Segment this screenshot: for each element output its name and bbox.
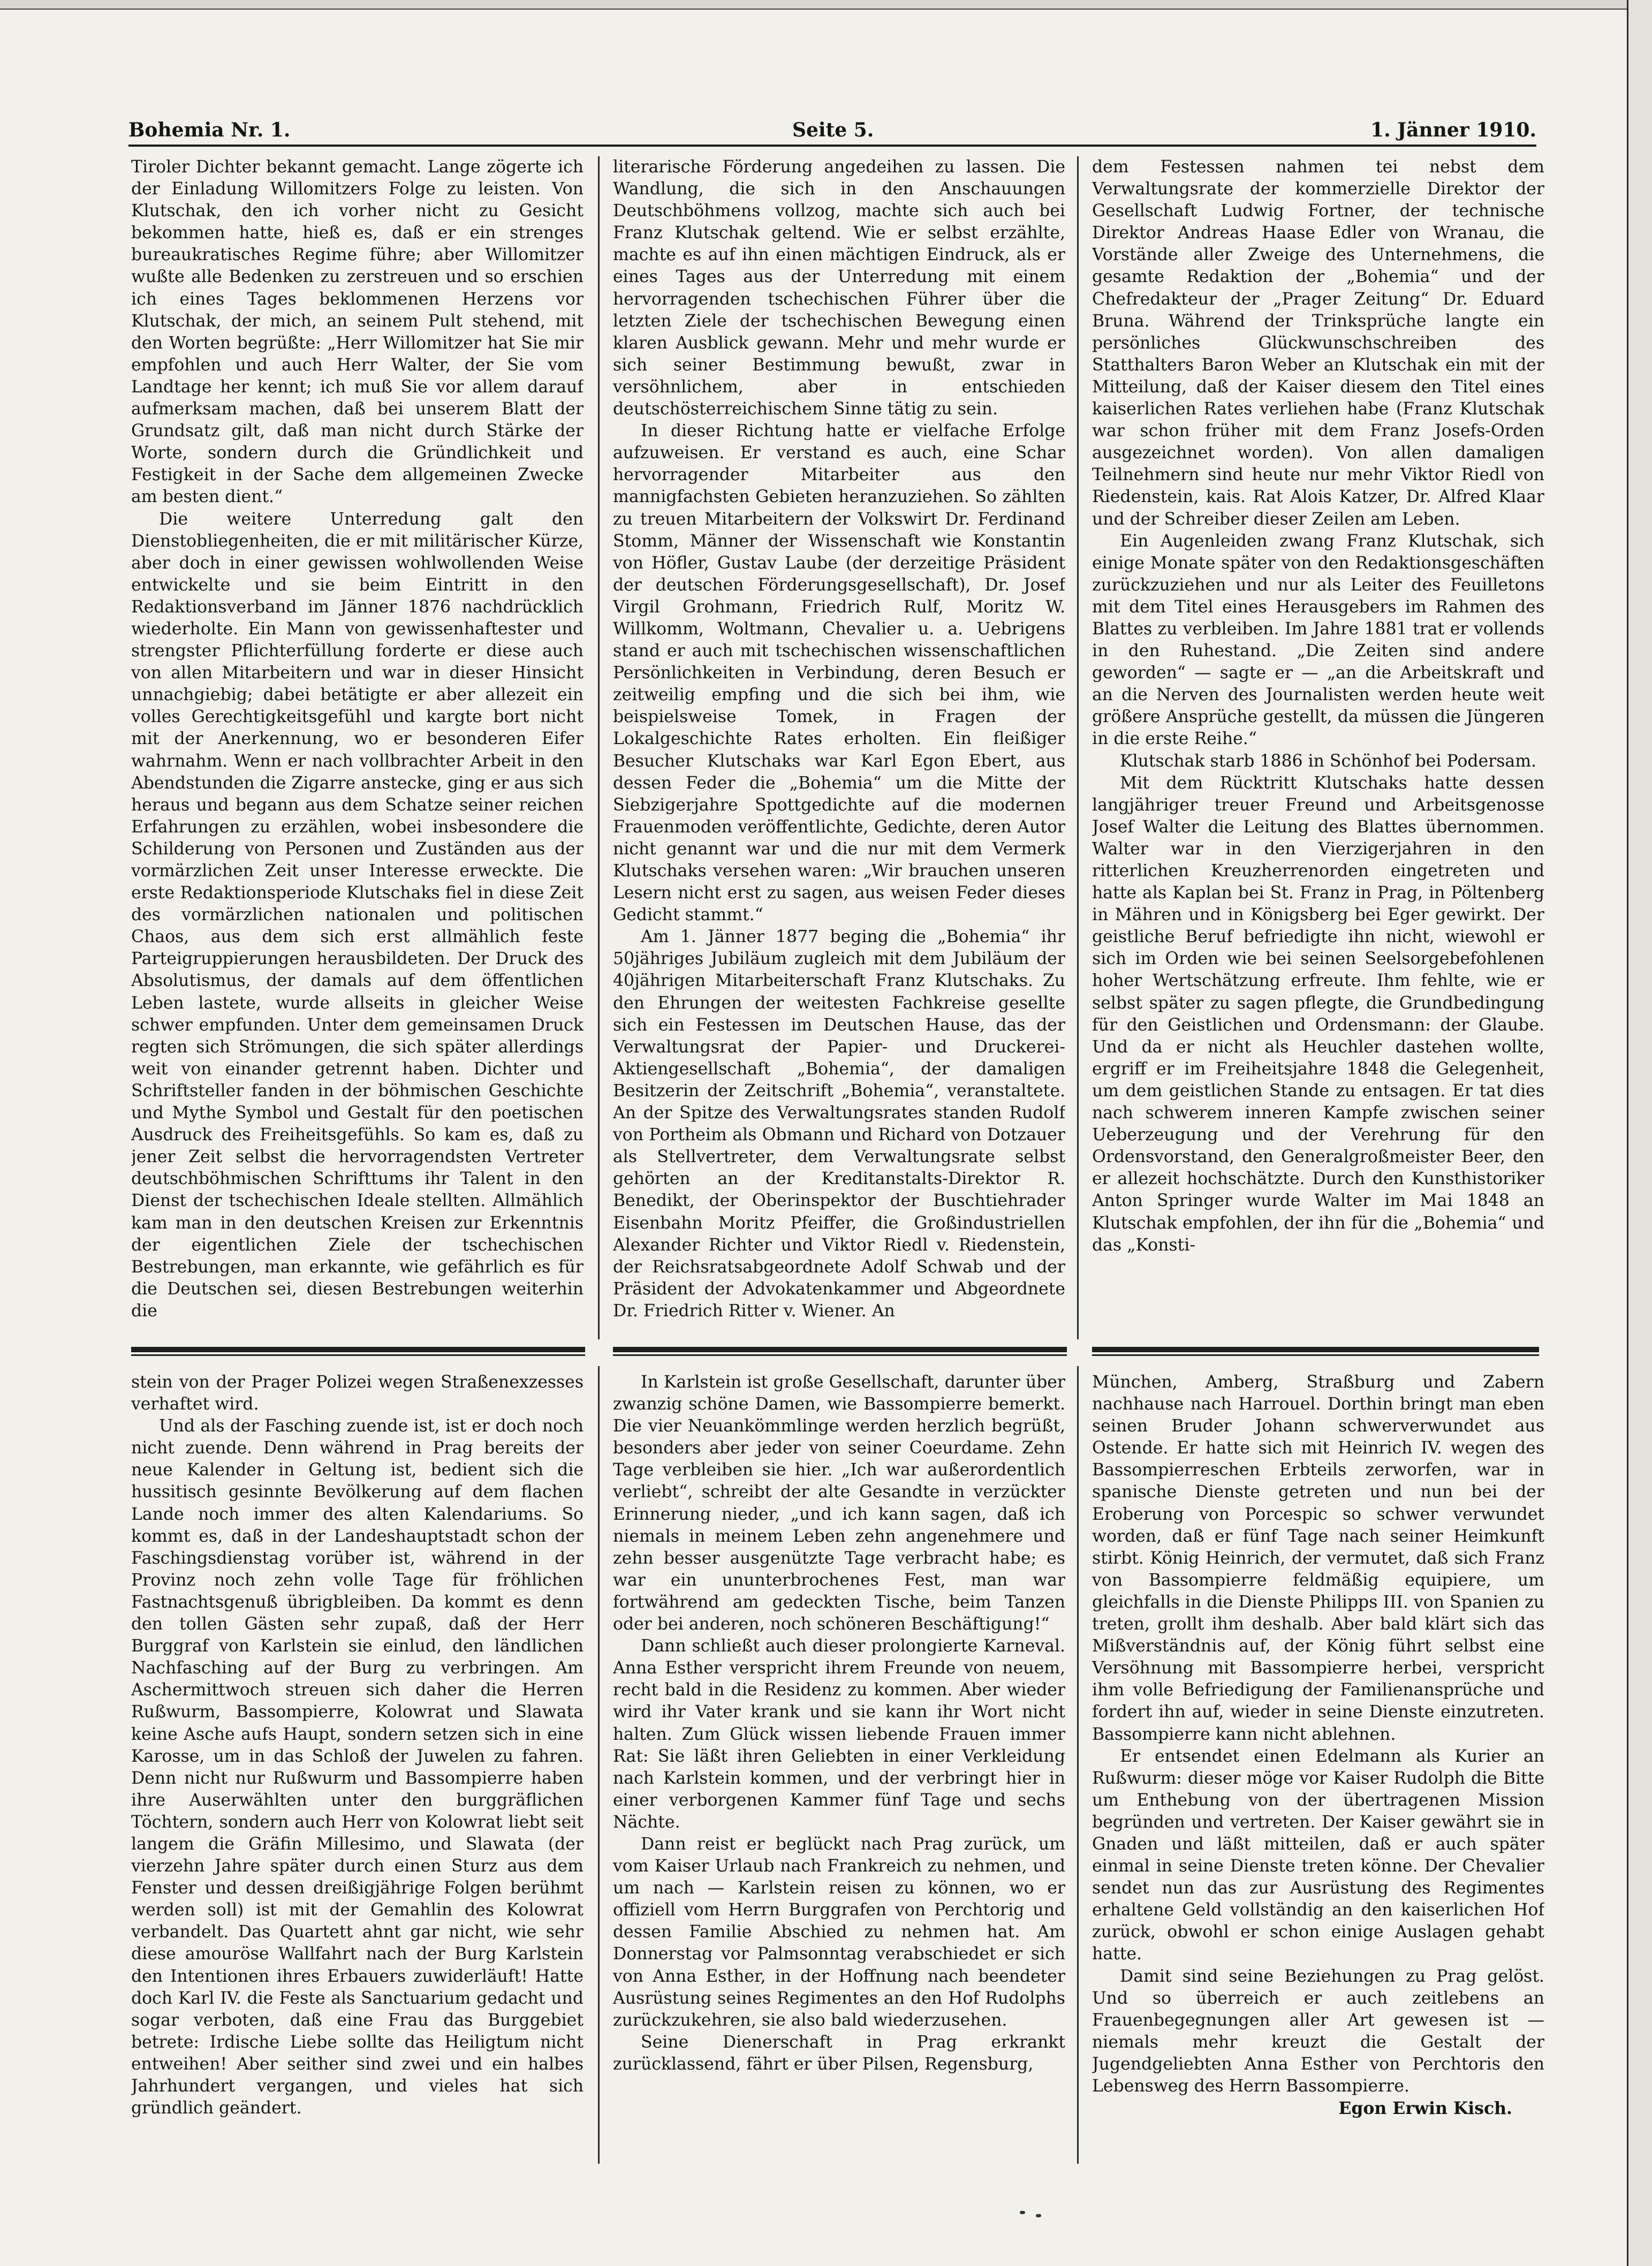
page-top-edge xyxy=(0,0,1652,10)
column-6 xyxy=(1092,1371,1544,2164)
paragraph: Er entsendet einen Edelmann als Kurier an Rußwurm: dieser möge vor Kaiser Rudolph die Bitte um Enthebung von der übertragenen Mission begründen und vertreten. Der Kaiser gewährt sie in Gnaden und läßt mitteilen, daß er auch später einmal in seine Dienste treten könne. Der Chevalier sendet nun das zur Ausrüstung des Regimentes erhaltene Geld vollständig an den kaiserlichen Hof zurück, obwohl er schon einige Auslagen gehabt hatte. xyxy=(1092,1746,1544,1964)
column-5 xyxy=(613,1371,1065,2164)
column-1 xyxy=(131,156,583,1338)
paragraph: In Karlstein ist große Gesellschaft, darunter über zwanzig schöne Damen, wie Bassompierre bemerkt. Die vier Neuankömmlinge werden herzlich begrüßt, besonders aber jeder von seiner Coeurdame. Zehn Tage verbleiben sie hier. „Ich war außerordentlich verliebt“, schreibt der alte Gesandte in verzückter Erinnerung nieder, „und ich kann sagen, daß ich niemals in meinem Leben zehn angenehmere und zehn besser ausgenützte Tage verbracht habe; es war ein ununterbrochenes Fest, man war fortwährend am gedeckten Tische, beim Tanzen oder bei anderen, noch schöneren Beschäftigung!“ xyxy=(613,1373,1065,1634)
paragraph: dem Festessen nahmen tei nebst dem Verwaltungsrate der kommerzielle Direktor der Gesellschaft Ludwig Fortner, der technische Direktor Andreas Haase Edler von Wranau, die Vorstände aller Zweige des Unternehmens, die gesamte Redaktion der „Bohemia“ und der Chefredakteur der „Prager Zeitung“ Dr. Eduard Bruna. Während der Trinksprüche langte ein persönliches Glückwunschschreiben des Statthalters Baron Weber an Klutschak ein mit der Mitteilung, daß der Kaiser diesem den Titel eines kaiserlichen Rates verliehen habe (Franz Klutschak war schon früher mit dem Franz Josefs-Orden ausgezeichnet worden). Von allen damaligen Teilnehmern sind heute nur mehr Viktor Riedl von Riedenstein, kais. Rat Alois Katzer, Dr. Alfred Klaar und der Schreiber dieser Zeilen am Leben. xyxy=(1092,157,1544,529)
feuilleton-rule-thin xyxy=(1092,1354,1539,1356)
paragraph: Dann schließt auch dieser prolongierte Karneval. Anna Esther verspricht ihrem Freunde von neuem, recht bald in die Residenz zu kommen. Aber wieder wird ihr Vater krank und sie kann ihr Wort nicht halten. Zum Glück wissen liebende Frauen immer Rat: Sie läßt ihren Geliebten in einer Verkleidung nach Karlstein kommen, und der verbringt hier in einer verborgenen Kammer fünf Tage und sechs Nächte. xyxy=(613,1636,1065,1832)
paragraph: Klutschak starb 1886 in Schönhof bei Podersam. xyxy=(1120,751,1537,771)
feuilleton-rule xyxy=(1092,1347,1539,1352)
column-4 xyxy=(131,1371,583,2164)
feuilleton-rule-thin xyxy=(613,1354,1067,1356)
column-3 xyxy=(1092,156,1544,1338)
column-divider xyxy=(1077,1366,1079,2164)
feuilleton-rule-thin xyxy=(131,1354,585,1356)
header-page-number: Seite 5. xyxy=(792,119,874,141)
paragraph: stein von der Prager Polizei wegen Straßenexzesses verhaftet wird. xyxy=(131,1373,583,1414)
author-signature: Egon Erwin Kisch. xyxy=(1338,2098,1512,2119)
paragraph: Damit sind seine Beziehungen zu Prag gelöst. Und so überreich er auch zeitlebens an Frauenbegegnungen aller Art gewesen ist — niemals mehr kreuzt die Gestalt der Jugendgeliebten Anna Esther von Perchtoris den Lebensweg des Herrn Bassompierre. xyxy=(1092,1966,1544,2096)
column-divider xyxy=(598,156,600,1339)
paragraph: Die weitere Unterredung galt den Dienstobliegenheiten, die er mit militärischer Kürze, aber doch in einer gewissen wohlwollenden Weise entwickelte und sie beim Eintritt in den Redaktionsverband im Jänner 1876 nachdrücklich wiederholte. Ein Mann von gewissenhaftester und strengster Pflichterfüllung forderte er diese auch von allen Mitarbeitern und war in dieser Hinsicht unnachgiebig; dabei betätigte er aber allezeit ein volles Gerechtigkeitsgefühl und kargte bort nicht mit der Anerkennung, wo er besonderen Eifer wahrnahm. Wenn er nach vollbrachter Arbeit in den Abendstunden die Zigarre anstecke, ging er aus sich heraus und begann aus dem Schatze seiner reichen Erfahrungen zu erzählen, wobei insbesondere die Schilderung von Personen und Zuständen aus der vormärzlichen Zeit unser Interesse erweckte. Die erste Redaktionsperiode Klutschaks fiel in diese Zeit des vormärzlichen nationalen und politischen Chaos, aus dem sich erst allmählich feste Parteigruppierungen herausbildeten. Der Druck des Absolutismus, der damals auf dem öffentlichen Leben lastete, wurde allseits in gleicher Weise schwer empfunden. Unter dem gemeinsamen Druck regten sich Strömungen, die sich später allerdings weit von einander getrennt haben. Dichter und Schriftsteller fanden in der böhmischen Geschichte und Mythe Symbol und Gestalt für den poetischen Ausdruck des Freiheitsgefühls. So kam es, daß zu jener Zeit selbst die hervorragendsten Vertreter deutschböhmischen Schrifttums ihr Talent in den Dienst der tschechischen Ideale stellten. Allmählich kam man in den deutschen Kreisen zur Erkenntnis der eigentlichen Ziele der tschechischen Bestrebungen, man erkannte, wie gefährlich es für die Deutschen sei, diesen Bestrebungen weiterhin die xyxy=(131,509,583,1321)
ink-speck xyxy=(1036,2214,1041,2217)
header-rule xyxy=(128,145,1536,147)
paragraph: Tiroler Dichter bekannt gemacht. Lange zögerte ich der Einladung Willomitzers Folge zu leisten. Von Klutschak, den ich vorher nicht zu Gesicht bekommen hatte, hieß es, daß er ein strenges bureaukratisches Regime führe; aber Willomitzer wußte alle Bedenken zu zerstreuen und so erschien ich eines Tages beklommenen Herzens vor Klutschak, der mich, an seinem Pult stehend, mit den Worten begrüßte: „Herr Willomitzer hat Sie mir empfohlen und auch Herr Walter, der Sie vom Landtage her kennt; ich muß Sie vor allem darauf aufmerksam machen, daß bei unserem Blatt der Grundsatz gilt, daß man nicht durch Stärke der Worte, sondern durch die Gründlichkeit und Festigkeit in der Sache dem allgemeinen Zwecke am besten dient.“ xyxy=(131,157,583,507)
paragraph: Und als der Fasching zuende ist, ist er doch noch nicht zuende. Denn während in Prag bereits der neue Kalender in Geltung ist, bedient sich die hussitisch gesinnte Bevölkerung auf dem flachen Lande noch immer des alten Kalendariums. So kommt es, daß in der Landeshauptstadt schon der Faschingsdienstag vorüber ist, während in der Provinz noch zehn volle Tage für fröhlichen Fastnachtsgenuß übrigbleiben. Da kommt es denn den tollen Gästen sehr zupaß, daß der Herr Burggraf von Karlstein sie einlud, den ländlichen Nachfasching auf der Burg zu verbringen. Am Aschermittwoch streuen sich daher die Herren Rußwurm, Bassompierre, Kolowrat und Slawata keine Asche aufs Haupt, sondern setzen sich in eine Karosse, um in das Schloß der Juwelen zu fahren. Denn nicht nur Rußwurm und Bassompierre haben ihre Auserwählten unter den burggräflichen Töchtern, sondern auch Herr von Kolowrat liebt seit langem die Gräfin Millesimo, und Slawata (der vierzehn Jahre später durch einen Sturz aus dem Fenster und dessen dreißigjährige Folgen berühmt werden soll) ist mit der Gemahlin des Kolowrat verbandelt. Das Quartett ahnt gar nicht, wie sehr diese amouröse Wallfahrt nach der Burg Karlstein den Intentionen ihres Erbauers zuwiderläuft! Hatte doch Karl IV. die Feste als Sanctuarium gedacht und sogar verboten, daß eine Frau das Burggebiet betrete: Irdische Liebe sollte das Heiligtum nicht entweihen! Aber seither sind zwei und ein halbes Jahrhundert vergangen, und vieles hat sich gründlich geändert. xyxy=(131,1416,583,2118)
paragraph: Dann reist er beglückt nach Prag zurück, um vom Kaiser Urlaub nach Frankreich zu nehmen, und um nach — Karlstein reisen zu können, wo er offiziell vom Herrn Burggrafen von Perchtorig und dessen Familie Abschied zu nehmen hat. Am Donnerstag vor Palmsonntag verabschiedet er sich von Anna Esther, in der Hoffnung nach beendeter Ausrüstung seines Regimentes an den Hof Rudolphs zurückzukehren, sie also bald wiederzusehen. xyxy=(613,1834,1065,2030)
column-2 xyxy=(613,156,1065,1338)
feuilleton-rule xyxy=(131,1347,585,1352)
column-divider xyxy=(598,1366,600,2164)
paragraph: Ein Augenleiden zwang Franz Klutschak, sich einige Monate später von den Redaktionsgeschäften zurückzuziehen und nur als Leiter des Feuilletons mit dem Titel eines Herausgebers im Rahmen des Blattes zu verbleiben. Im Jahre 1881 trat er vollends in den Ruhestand. „Die Zeiten sind andere geworden“ — sagte er — „an die Arbeitskraft und an die Nerven des Journalisten werden heute weit größere Ansprüche gestellt, da müssen die Jüngeren in die erste Reihe.“ xyxy=(1092,531,1544,749)
paragraph: literarische Förderung angedeihen zu lassen. Die Wandlung, die sich in den Anschauungen Deutschböhmens vollzog, machte sich auch bei Franz Klutschak geltend. Wie er selbst erzählte, machte es auf ihn einen mächtigen Eindruck, als er eines Tages aus der Unterredung mit einem hervorragenden tschechischen Führer über die letzten Ziele der tschechischen Bewegung einen klaren Ausblick gewann. Mehr und mehr wurde er sich seiner Bestimmung bewußt, zwar in versöhnlichem, aber in entschieden deutschösterreichischem Sinne tätig zu sein. xyxy=(613,157,1065,419)
feuilleton-rule xyxy=(613,1347,1067,1352)
paragraph: München, Amberg, Straßburg und Zabern nachhause nach Harrouel. Dorthin bringt man eben seinen Bruder Johann schwerverwundet aus Ostende. Er hatte sich mit Heinrich IV. wegen des Bassompierreschen Erbteils zerworfen, war in spanische Dienste getreten und nun bei der Eroberung von Porcespic so schwer verwundet worden, daß er fünf Tage nach seiner Heimkunft stirbt. König Heinrich, der vermutet, daß sich Franz von Bassompierre feldmäßig equipiere, um gleichfalls in die Dienste Philipps III. von Spanien zu treten, grollt ihm deshalb. Aber bald klärt sich das Mißverständnis auf, der König führt selbst eine Versöhnung mit Bassompierre herbei, verspricht ihm volle Befriedigung der Familienansprüche und fordert ihn auf, wieder in seine Dienste einzutreten. Bassompierre kann nicht ablehnen. xyxy=(1092,1373,1544,1744)
ink-speck xyxy=(1020,2211,1025,2214)
paragraph: Seine Dienerschaft in Prag erkrankt zurücklassend, fährt er über Pilsen, Regensburg, xyxy=(613,2032,1065,2074)
paragraph: Am 1. Jänner 1877 beging die „Bohemia“ ihr 50jähriges Jubiläum zugleich mit dem Jubiläum der 40jährigen Mitarbeiterschaft Franz Klutschaks. Zu den Ehrungen der weitesten Fachkreise gesellte sich ein Festessen im Deutschen Hause, das der Verwaltungsrat der Papier- und Druckerei-Aktiengesellschaft „Bohemia“, der damaligen Besitzerin der Zeitschrift „Bohemia“, veranstaltete. An der Spitze des Verwaltungsrates standen Rudolf von Portheim als Obmann und Richard von Dotzauer als Stellvertreter, dem Verwaltungsrate selbst gehörten an der Kreditanstalts-Direktor R. Benedikt, der Oberinspektor der Buschtiehrader Eisenbahn Moritz Pfeiffer, die Großindustriellen Alexander Richter und Viktor Riedl v. Riedenstein, der Reichsratsabgeordnete Adolf Schwab und der Präsident der Advokatenkammer und Abgeordnete Dr. Friedrich Ritter v. Wiener. An xyxy=(613,927,1065,1321)
paragraph: In dieser Richtung hatte er vielfache Erfolge aufzuweisen. Er verstand es auch, eine Schar hervorragender Mitarbeiter aus den mannigfachsten Gebieten heranzuziehen. So zählten zu treuen Mitarbeitern der Volkswirt Dr. Ferdinand Stomm, Männer der Wissenschaft wie Konstantin von Höfler, Gustav Laube (der derzeitige Präsident der deutschen Förderungsgesellschaft), Dr. Josef Virgil Grohmann, Friedrich Rulf, Moritz W. Willkomm, Woltmann, Chevalier u. a. Uebrigens stand er auch mit tschechischen wissenschaftlichen Persönlichkeiten in Verbindung, deren Besuch er zeitweilig empfing und die sich bei ihm, wie beispielsweise Tomek, in Fragen der Lokalgeschichte Rates erholten. Ein fleißiger Besucher Klutschaks war Karl Egon Ebert, aus dessen Feder die „Bohemia“ um die Mitte der Siebzigerjahre Spottgedichte auf die modernen Frauenmoden veröffentlichte, Gedichte, deren Autor nicht genannt war und die nur mit dem Vermerk Klutschaks versehen waren: „Wir brauchen unseren Lesern nicht erst zu sagen, aus weisen Feder dieses Gedicht stammt.“ xyxy=(613,421,1065,925)
paragraph: Mit dem Rücktritt Klutschaks hatte dessen langjähriger treuer Freund und Arbeitsgenosse Josef Walter die Leitung des Blattes übernommen. Walter war in den Vierzigerjahren in den ritterlichen Kreuzherrenorden eingetreten und hatte als Kaplan bei St. Franz in Prag, in Pöltenberg in Mähren und in Königsberg bei Eger gewirkt. Der geistliche Beruf befriedigte ihn nicht, wiewohl er sich im Orden wie bei seinen Seelsorgebefohlenen hoher Wertschätzung erfreute. Ihm fehlte, wie er selbst später zu sagen pflegte, die Grundbedingung für den Geistlichen und Ordensmann: der Glaube. Und da er nicht als Heuchler dastehen wollte, ergriff er im Freiheitsjahre 1848 die Gelegenheit, um dem geistlichen Stande zu entsagen. Er tat dies nach schwerem inneren Kampfe zwischen seiner Ueberzeugung und der Verehrung für den Ordensvorstand, den Generalgroßmeister Beer, den er allezeit hochschätzte. Durch den Kunsthistoriker Anton Springer wurde Walter im Mai 1848 an Klutschak empfohlen, der ihn für die „Bohemia“ und das „Konsti- xyxy=(1092,773,1544,1255)
column-divider xyxy=(1077,156,1079,1339)
header-publication: Bohemia Nr. 1. xyxy=(128,119,291,141)
header-date: 1. Jänner 1910. xyxy=(1370,119,1536,141)
page-right-edge xyxy=(1627,0,1652,2266)
